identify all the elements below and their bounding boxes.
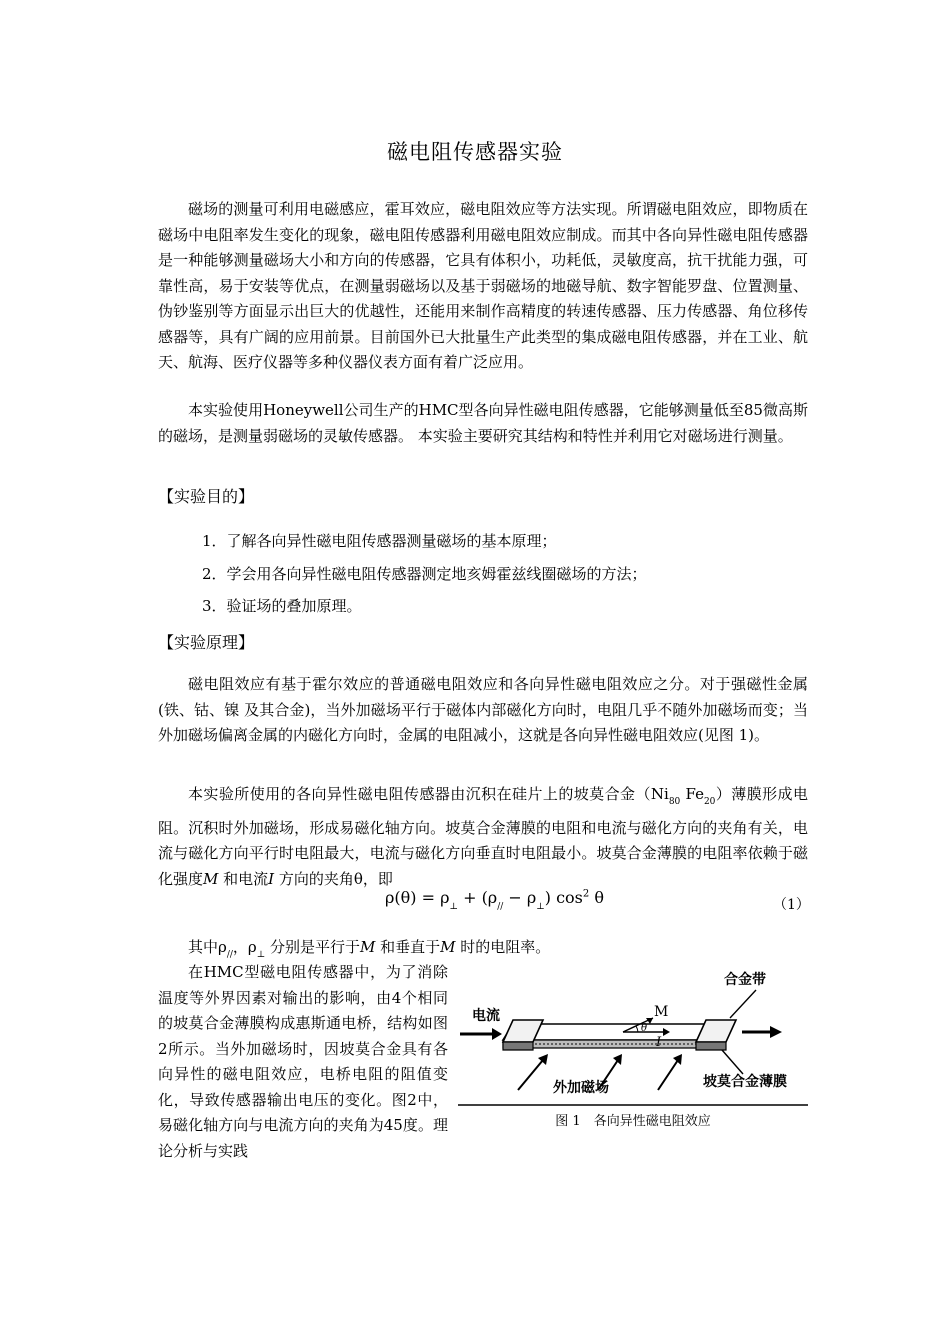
p2-text-d: 和电流 [218,869,269,888]
label-I: I [656,1035,662,1050]
film-pointer [722,1050,743,1074]
label-M: M [654,1004,669,1020]
label-film: 坡莫合金薄膜 [703,1074,787,1090]
p2-text-e: 方向的夹角θ，即 [274,869,393,888]
p2-text-c: ）薄膜形成电阻。沉积时外加磁场，形成易磁化轴方向。坡莫合金薄膜的电阻和电流与磁化方向的夹角有关，电流与磁化方向平行时电阻最大，电流与磁化方向垂直时电阻最小。坡莫合金薄膜的电阻率依赖于磁化强度 [158,785,808,888]
p3-text-c: 分别是平行于 [265,938,360,956]
formula-sub-perp2: ⊥ [536,902,545,912]
equation-number: （1） [773,897,810,913]
p3-text-b: ，ρ [232,938,257,956]
ni-subscript: 80 [668,797,681,807]
formula-lhs: ρ(θ) = ρ [385,888,450,907]
page-title: 磁电阻传感器实验 [387,140,563,164]
formula-sub-perp: ⊥ [449,902,458,912]
current-in-arrowhead [492,1028,502,1040]
figure-1-caption: 图 1 各向异性磁电阻效应 [555,1114,711,1129]
purpose-item-1: 1．了解各向异性磁电阻传感器测量磁场的基本原理； [202,532,557,550]
symbol-M-2: M [440,938,456,956]
equation-1 [385,888,604,912]
principle-heading: 【实验原理】 [158,633,255,652]
purpose-heading: 【实验目的】 [158,487,255,506]
fe-subscript: 20 [703,797,716,807]
p3-text-a: 其中ρ [188,938,227,956]
intro-paragraph-1: 磁场的测量可利用电磁感应，霍耳效应，磁电阻效应等方法实现。所谓磁电阻效应，即物质在磁场中电阻率发生变化的现象，磁电阻传感器利用磁电阻效应制成。而其中各向异性磁电阻传感器是一种能够测量磁场大小和方向的传感器，它具有体积小，功耗低，灵敏度高，抗干扰能力强，可靠性高，易于安装等优点，在测量弱磁场以及基于弱磁场的地磁导航、数字智能罗盘、位置测量、伪钞鉴别等方面显示出巨大的优越性，还能用来制作高精度的转速传感器、压力传感器、角位移传感器等，具有广阔的应用前景。目前国外已大批量生产此类型的集成磁电阻传感器，并在工业、航天、航海、医疗仪器等多种仪器仪表方面有着广泛应用。 [158,200,808,371]
symbol-I: I [268,869,275,888]
intro-paragraph-2: 本实验使用Honeywell公司生产的HMC型各向异性磁电阻传感器，它能够测量低至85微高斯的磁场，是测量弱磁场的灵敏传感器。 本实验主要研究其结构和特性并利用它对磁场进行测量。 [158,401,808,445]
label-external-field: 外加磁场 [553,1080,609,1096]
principle-paragraph-4: 在HMC型磁电阻传感器中，为了消除温度等外界因素对输出的影响，由4个相同的坡莫合金薄膜构成惠斯通电桥，结构如图2所示。当外加磁场时，因坡莫合金具有各向异性的磁电阻效应，电桥电阻的阻值变化，导致传感器输出电压的变化。图2中，易磁化轴方向与电流方向的夹角为45度。理论分析与实践 [158,963,448,1160]
p2-text-b: Fe [680,785,704,803]
formula-minus: − ρ [503,888,537,907]
symbol-M: M [203,869,219,888]
formula-sup: 2 [582,888,590,900]
label-current: 电流 [472,1008,500,1024]
alloy-strip-pointer [730,990,756,1018]
current-out-arrowhead [770,1026,782,1038]
formula-rhs: ) cos [544,888,583,907]
p3-text-d: 和垂直于 [375,938,441,956]
symbol-M-1: M [359,938,376,956]
rho-perp-subscript: ⊥ [256,950,266,960]
p2-text-a: 本实验所使用的各向异性磁电阻传感器由沉积在硅片上的坡莫合金（Ni [188,785,669,803]
purpose-item-3: 3．验证场的叠加原理。 [202,597,362,615]
label-theta: θ [641,1023,648,1034]
purpose-item-2: 2．学会用各向异性磁电阻传感器测定地亥姆霍兹线圈磁场的方法； [202,565,647,583]
formula-theta: θ [589,888,604,907]
label-alloy-strip: 合金带 [724,972,766,988]
formula-sub-par: // [497,902,504,912]
principle-paragraph-2 [158,782,808,892]
principle-paragraph-1: 磁电阻效应有基于霍尔效应的普通磁电阻效应和各向异性磁电阻效应之分。对于强磁性金属(铁、钴、镍 及其合金)，当外加磁场平行于磁体内部磁化方向时，电阻几乎不随外加磁场而变；当外加磁场偏离金属的内磁化方向时，金属的电阻减小，这就是各向异性磁电阻效应(见图 1)。 [158,675,808,744]
figure-1-diagram [458,962,808,1112]
p3-text-e: 时的电阻率。 [455,938,551,956]
formula-mid: + (ρ [457,888,498,907]
rho-par-subscript: // [226,950,233,960]
